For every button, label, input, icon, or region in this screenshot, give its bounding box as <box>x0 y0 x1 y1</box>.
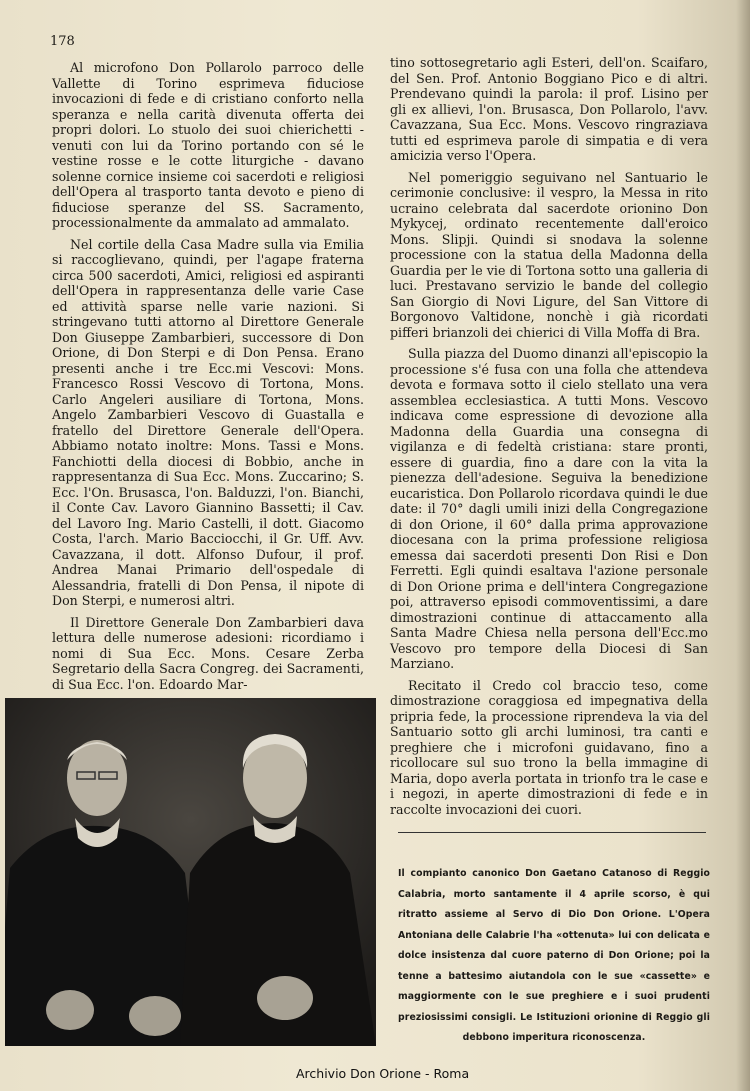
left-hand <box>46 990 94 1030</box>
paragraph: tino sottosegretario agli Esteri, dell'on. Scaifaro, del Sen. Prof. Antonio Boggiano Pico e di altri. Prendevano quindi la parola: il prof. Lisino per gli ex allievi, l'on. Brusasca, Don Pollarolo, l'avv. Cavazzana, Sua Ecc. Mons. Vescovo ringraziava tutti ed esprimeva parole di simpatia e di vera amicizia verso l'Opera. <box>390 55 708 163</box>
left-text-column <box>52 60 364 692</box>
photo-illustration <box>5 698 376 1046</box>
page-number: 178 <box>50 34 75 49</box>
paragraph: Al microfono Don Pollarolo parroco delle Vallette di Torino esprimeva fiduciose invocazioni di fede e di cristiano conforto nella speranza e nella carità divenuta offerta dei propri dolori. Lo stuolo dei suoi chierichetti - venuti con lui da Torino portando con sé le vestine rosse e le cotte liturgiche - davano solenne cornice insieme coi sacerdoti e religiosi dell'Opera al trasporto tanta devoto e pieno di fiduciose speranze del SS. Sacramento, processionalmente da ammalato ad ammalato. <box>52 60 364 230</box>
paragraph: Sulla piazza del Duomo dinanzi all'episcopio la processione s'é fusa con una folla che attendeva devota e formava sotto il cielo stellato una vera assemblea ecclesiastica. A tutti Mons. Vescovo indicava come espressione di devozione alla Madonna della Guardia una consegna di vigilanza e di fedeltà cristiana: stare pronti, essere di guardia, fino a dare con la vita la pienezza dell'adesione. Seguiva la benedizione eucaristica. Don Pollarolo ricordava quindi le due date: il 70° dagli umili inizi della Congregazione di don Orione, il 60° dalla prima approvazione diocesana con la prima professione religiosa emessa dai sacerdoti presenti Don Risi e Don Ferretti. Egli quindi esaltava l'azione personale di Don Orione prima e dell'intera Congregazione poi, attraverso episodi commoventissimi, a dare dimostrazioni continue di attaccamento alla Santa Madre Chiesa nella persona dell'Ecc.mo Vescovo pro tempore della Diocesi di San Marziano. <box>390 346 708 671</box>
paragraph: Recitato il Credo col braccio teso, come dimostrazione coraggiosa ed impegnativa della pripria fede, la processione riprendeva la via del Santuario sotto gli archi luminosi, tra canti e preghiere che i microfoni guidavano, fino a ricollocare sul suo trono la bella immagine di Maria, dopo averla portata in trionfo tra le case e i negozi, in aperte dimostrazioni di fede e in raccolte invocazioni dei cuori. <box>390 677 708 817</box>
left-hand-2 <box>129 996 181 1036</box>
archive-footer: Archivio Don Orione - Roma <box>296 1066 470 1081</box>
page-edge-shadow <box>736 0 750 1091</box>
paragraph: Nel pomeriggio seguivano nel Santuario le cerimonie conclusive: il vespro, la Messa in rito ucraino celebrata dal sacerdote orionino Don Mykycej, ordinato recentemente dall'eroico Mons. Slipji. Quindi si snodava la solenne processione con la statua della Madonna della Guardia per le vie di Tortona sotto una galleria di luci. Prestavano servizio le bande del collegio San Giorgio di Novi Ligure, del San Vittore di Borgonovo Valtidone, nonchè i già ricordati pifferi brianzoli dei chierici di Villa Moffa di Bra. <box>390 169 708 340</box>
caption-divider <box>398 832 706 833</box>
portrait-photo <box>5 698 376 1046</box>
paragraph: Nel cortile della Casa Madre sulla via Emilia si raccoglievano, quindi, per l'agape fraterna circa 500 sacerdoti, Amici, religiosi ed aspiranti dell'Opera in rappresentanza delle varie Case ed attività sparse nelle varie nazioni. Si stringevano tutti attorno al Direttore Generale Don Giuseppe Zambarbieri, successore di Don Orione, di Don Sterpi e di Don Pensa. Erano presenti anche i tre Ecc.mi Vescovi: Mons. Francesco Rossi Vescovo di Tortona, Mons. Carlo Angeleri ausiliare di Tortona, Mons. Angelo Zambarbieri Vescovo di Guastalla e fratello del Direttore Generale dell'Opera. Abbiamo notato inoltre: Mons. Tassi e Mons. Fanchiotti della diocesi di Bobbio, anche in rappresentanza di Sua Ecc. Mons. Zuccarino; S. Ecc. l'On. Brusasca, l'on. Balduzzi, l'on. Bianchi, il Conte Cav. Lavoro Giannino Bassetti; il Cav. del Lavoro Ing. Mario Castelli, il dott. Giacomo Costa, l'arch. Mario Bacciocchi, il Gr. Uff. Avv. Cavazzana, il dott. Alfonso Dufour, il prof. Andrea Manai Primario dell'ospedale di Alessandria, fratelli di Don Pensa, il nipote di Don Sterpi, e numerosi altri. <box>52 236 364 608</box>
photo-caption: Il compianto canonico Don Gaetano Catanoso di Reggio Calabria, morto santamente il 4 aprile scorso, è qui ritratto assieme al Servo di Dio Don Orione. L'Opera Antoniana delle Calabrie l'ha «ottenuta» lui con delicata e dolce insistenza dal cuore paterno di Don Orione; poi la tenne a battesimo aiutandola con le sue «cassette» e maggiormente con le sue preghiere e i suoi prudenti preziosissimi consigli. Le Istituzioni orionine di Reggio gli debbono imperitura riconoscenza. <box>398 868 710 1043</box>
right-text-column <box>390 55 708 817</box>
right-hand <box>257 976 313 1020</box>
paragraph: Il Direttore Generale Don Zambarbieri dava lettura delle numerose adesioni: ricordiamo i nomi di Sua Ecc. Mons. Cesare Zerba Segretario della Sacra Congreg. dei Sacramenti, di Sua Ecc. l'on. Edoardo Mar- <box>52 614 364 692</box>
